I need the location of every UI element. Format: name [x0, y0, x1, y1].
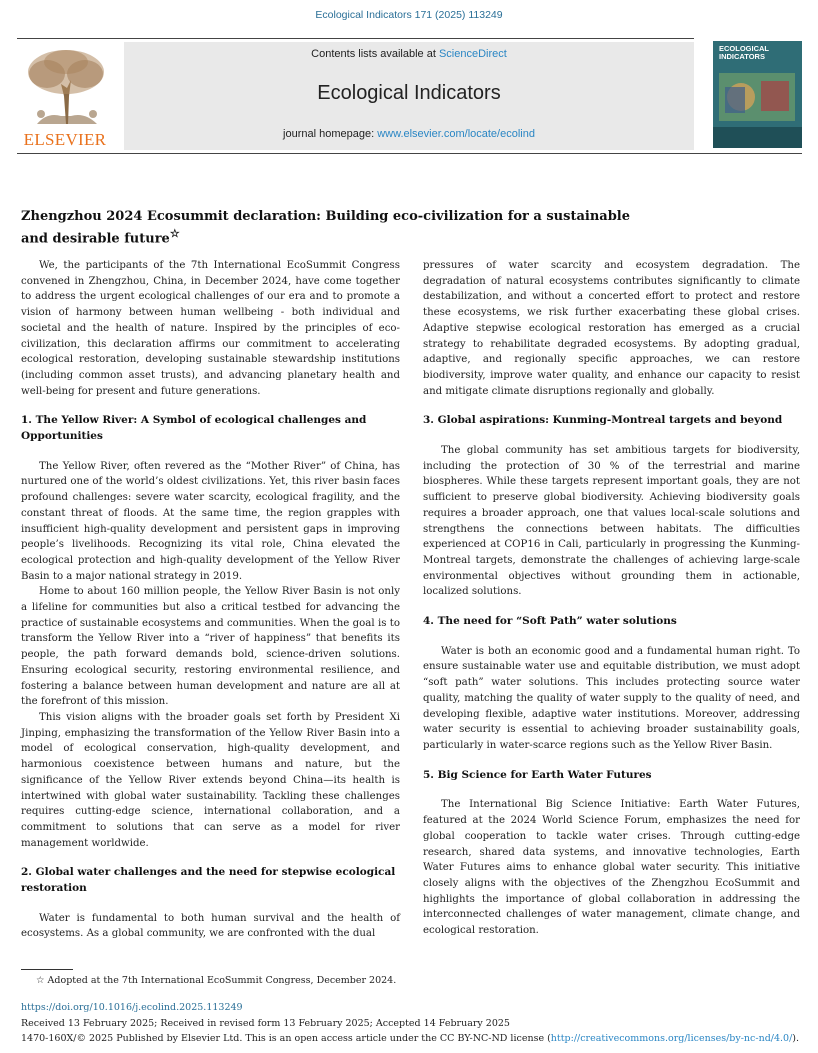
journal-cover-image	[713, 41, 802, 148]
article-title	[21, 208, 661, 247]
contents-prefix: Contents lists available at	[311, 48, 439, 60]
section-4-paragraph-1: Water is both an economic good and a fundamental human right. To ensure sustainable water use and equitable distribution, we must adopt “soft path” water solutions. This includes protecting source water quality, matching the quality of water supply to the quality of need, and developing flexible, adaptive water institutions. Moreover, addressing water security is essential to achieving broader sustainability goals, particularly in water-scarce regions such as the Yellow River Basin.	[423, 645, 800, 751]
sciencedirect-link[interactable]: ScienceDirect	[438, 48, 507, 60]
journal-title: Ecological Indicators	[317, 82, 501, 104]
header-rule-bottom	[17, 153, 802, 154]
license-suffix: ).	[792, 1033, 800, 1044]
section-1-paragraph-2: Home to about 160 million people, the Yellow River Basin is not only a lifeline for communities but also a critical testbed for advancing the practice of sustainable ecosystems and communities. When the goal is to transform the Yellow River into a “river of happiness” that benefits its people, the path forward demands bold, science-driven solutions. Ensuring ecological security, restoring environmental resilience, and fostering a balance between human development and nature are all at the forefront of this mission.	[21, 586, 400, 708]
section-3-heading: 3. Global aspirations: Kunming-Montreal targets and beyond	[423, 414, 783, 427]
license-prefix: 1470-160X/© 2025 Published by Elsevier Ltd. This is an open access article under the CC BY-NC-ND license (	[21, 1033, 551, 1044]
section-2-heading: 2. Global water challenges and the need for stepwise ecological restoration	[21, 866, 396, 895]
received-dates: Received 13 February 2025; Received in revised form 13 February 2025; Accepted 14 February 2025	[21, 1018, 510, 1029]
license-line	[21, 1033, 799, 1044]
doi-link[interactable]: https://doi.org/10.1016/j.ecolind.2025.113249	[21, 1002, 243, 1013]
journal-header-box	[124, 42, 694, 150]
license-link[interactable]: http://creativecommons.org/licenses/by-nc-nd/4.0/	[550, 1033, 793, 1044]
homepage-prefix: journal homepage:	[283, 128, 378, 140]
right-column	[423, 258, 800, 939]
journal-homepage-link[interactable]: www.elsevier.com/locate/ecolind	[377, 128, 535, 140]
footnote-rule	[21, 969, 73, 970]
section-1-paragraph-3: This vision aligns with the broader goals set forth by President Xi Jinping, emphasizing the transformation of the Yellow River Basin into a model of ecological conservation, high-quality development, and harmonious coexistence between humans and nature, but the significance of the Yellow River extends beyond China—its health is intertwined with global water sustainability. Tackling these challenges requires cutting-edge science, international collaboration, and a commitment to solutions that can serve as a model for river management worldwide.	[21, 711, 400, 849]
homepage-line	[124, 128, 694, 140]
journal-citation[interactable]: Ecological Indicators 171 (2025) 113249	[315, 9, 503, 21]
header-rule-top	[17, 38, 694, 39]
section-1-heading: 1. The Yellow River: A Symbol of ecological challenges and Opportunities	[21, 414, 367, 443]
section-1-paragraph-1: The Yellow River, often revered as the “Mother River” of China, has nurtured one of the world’s oldest civilizations. Yet, this river basin faces profound challenges: severe water scarcity, ecological fragility, and the constant threat of floods. At the same time, the region grapples with insufficient high-quality development and persistent gaps in improving people’s livelihoods. Recognizing its vital role, China elevated the ecological protection and high-quality development of the Yellow River Basin to a major national strategy in 2019.	[21, 460, 400, 582]
elsevier-wordmark: ELSEVIER	[23, 130, 107, 149]
section-5-heading: 5. Big Science for Earth Water Futures	[423, 768, 652, 781]
section-4-heading: 4. The need for “Soft Path” water solutions	[423, 615, 677, 628]
cover-title: ECOLOGICAL INDICATORS	[719, 44, 769, 61]
section-2-paragraph-1: Water is fundamental to both human survival and the health of ecosystems. As a global community, we are confronted with the dual	[21, 912, 400, 940]
section-2-continuation: pressures of water scarcity and ecosystem degradation. The degradation of natural ecosystems contributes significantly to climate destabilization, and without a concerted effort to protect and restore these ecosystems, we risk further exacerbating these global crises. Adaptive stepwise ecological restoration has emerged as a crucial strategy to rehabilitate degraded ecosystems. By adopting gradual, adaptive, and regionally specific approaches, we can restore biodiversity, improve water quality, and enhance our capacity to resist and mitigate climate disruptions regionally and globally.	[423, 260, 800, 397]
contents-line	[124, 48, 694, 60]
intro-paragraph: We, the participants of the 7th International EcoSummit Congress convened in Zhengzhou, China, in December 2024, have come together to address the urgent ecological challenges of our era and to promote a vision of harmony between human wellbeing - both individual and societal and the health of nature. Inspired by the principles of eco-civilization, this declaration affirms our commitment to accelerating ecological restoration, developing sustainable stewardship institutions (including common asset trusts), and advancing planetary health and well-being for present and future generations.	[21, 260, 400, 397]
footnote: ☆ Adopted at the 7th International EcoSummit Congress, December 2024.	[36, 975, 397, 986]
title-footnote-mark[interactable]: ☆	[169, 227, 180, 240]
section-5-paragraph-1: The International Big Science Initiative: Earth Water Futures, featured at the 2024 World Science Forum, emphasizes the need for global cooperation to tackle water crises. Through cutting-edge research, shared data systems, and innovative technologies, Earth Water Futures aims to enhance global water security. This initiative closely aligns with the objectives of the Zhengzhou EcoSummit and highlights the importance of global collaboration in addressing the interconnected challenges of water management, climate change, and ecological restoration.	[423, 799, 800, 937]
article-title-text: Zhengzhou 2024 Ecosummit declaration: Building eco-civilization for a sustainable and desirable future	[21, 209, 630, 247]
section-3-paragraph-1: The global community has set ambitious targets for biodiversity, including the protection of 30 % of the terrestrial and marine biospheres. While these targets represent important goals, they are not sufficient to preserve global biodiversity. Achieving biodiversity goals requires a broader approach, one that values local-scale solutions and strengthens the connections between habitats. The difficulties experienced at COP16 in Cali, particularly in progressing the Kunming-Montreal targets, demonstrate the challenges of achieving large-scale environmental objectives without grounding them in actionable, localized solutions.	[423, 445, 800, 598]
left-column	[21, 258, 400, 942]
